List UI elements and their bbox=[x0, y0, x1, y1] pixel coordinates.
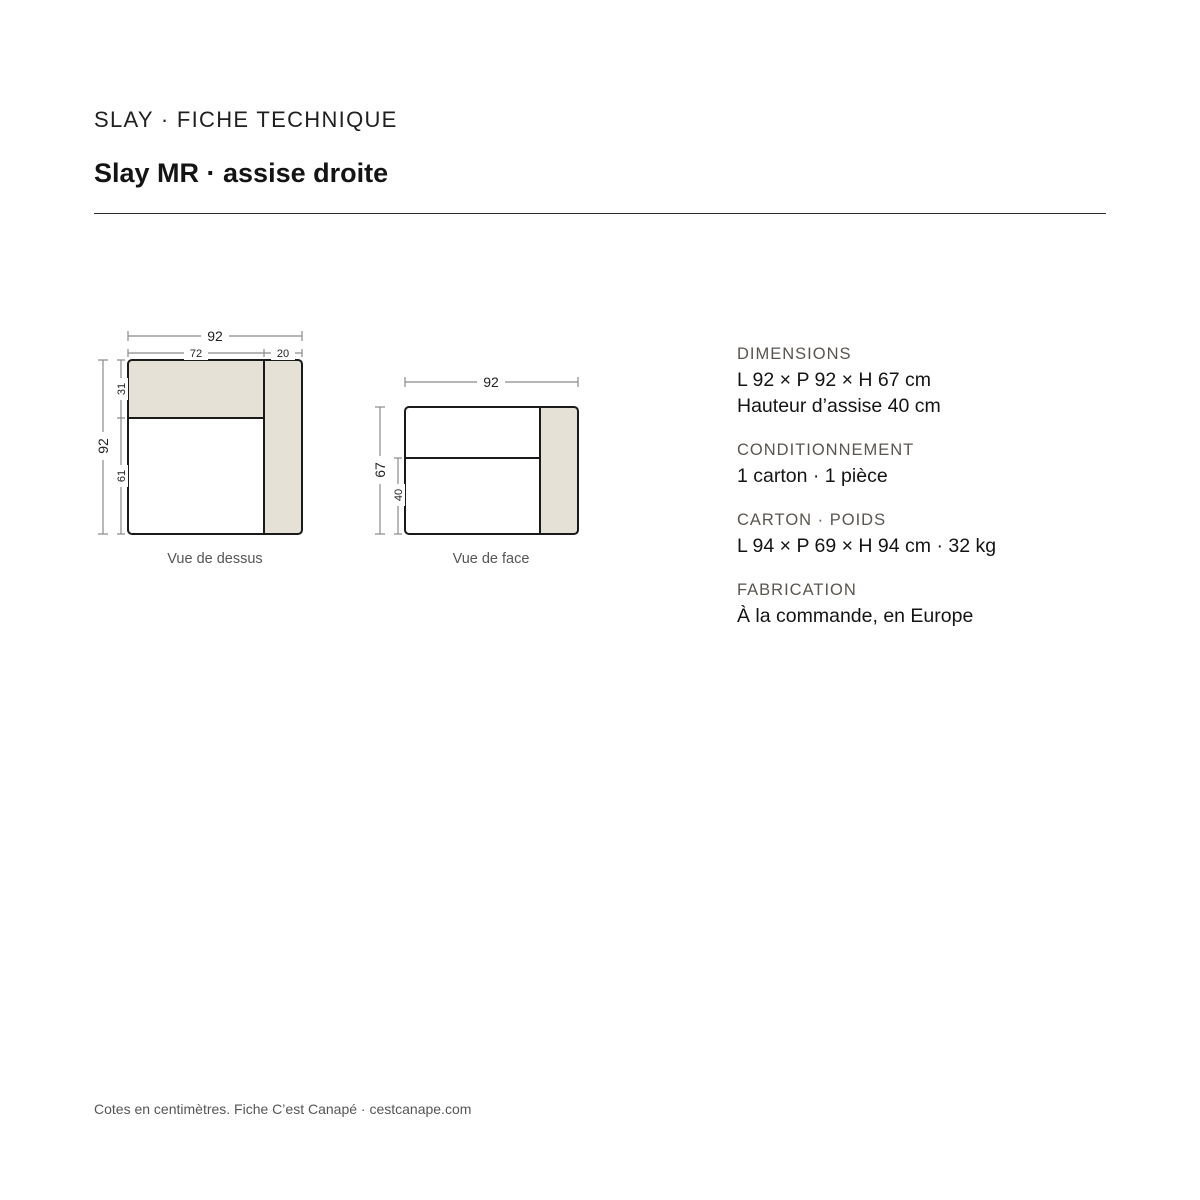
spec-dimensions bbox=[737, 345, 1157, 419]
top-view-backrest bbox=[128, 360, 264, 418]
spec-label: CONDITIONNEMENT bbox=[737, 441, 915, 459]
spec-value: L 94 × P 69 × H 94 cm · 32 kg bbox=[737, 535, 997, 557]
front-view-total-height-label: 67 bbox=[372, 462, 388, 478]
spec-label: FABRICATION bbox=[737, 581, 857, 599]
front-view-drawing bbox=[372, 374, 578, 567]
spec-value: 1 carton · 1 pièce bbox=[737, 465, 888, 487]
top-view-caption: Vue de dessus bbox=[167, 551, 263, 567]
top-view-arm-width-label: 20 bbox=[276, 348, 290, 360]
front-view-seat-height-label: 40 bbox=[393, 488, 405, 502]
top-view-drawing bbox=[95, 328, 302, 567]
technical-drawings bbox=[0, 0, 700, 600]
top-view-total-depth-label: 92 bbox=[95, 438, 111, 454]
front-view-armrest bbox=[540, 407, 578, 534]
spec-value: L 92 × P 92 × H 67 cm bbox=[737, 369, 932, 391]
front-view-total-width-label: 92 bbox=[483, 374, 499, 390]
front-view-caption: Vue de face bbox=[452, 551, 530, 567]
top-view-back-depth-label: 31 bbox=[116, 382, 128, 396]
sheet-kicker: SLAY · FICHE TECHNIQUE bbox=[94, 107, 398, 132]
top-view-total-width-label: 92 bbox=[207, 328, 223, 344]
spec-list bbox=[737, 345, 1157, 651]
spec-value: Hauteur d’assise 40 cm bbox=[737, 395, 941, 417]
footer-note: Cotes en centimètres. Fiche C’est Canapé · cestcanape.com bbox=[94, 1101, 472, 1117]
spec-carton-weight bbox=[737, 511, 1157, 559]
spec-value: À la commande, en Europe bbox=[737, 605, 974, 627]
top-view-seat-width-label: 72 bbox=[189, 348, 203, 360]
spec-label: DIMENSIONS bbox=[737, 345, 852, 363]
spec-packaging bbox=[737, 441, 1157, 489]
spec-label: CARTON · POIDS bbox=[737, 511, 887, 529]
top-view-seat-depth-label: 61 bbox=[116, 469, 128, 483]
page-title: Slay MR · assise droite bbox=[94, 158, 389, 188]
spec-manufacturing bbox=[737, 581, 1157, 629]
top-view-armrest bbox=[264, 360, 302, 534]
